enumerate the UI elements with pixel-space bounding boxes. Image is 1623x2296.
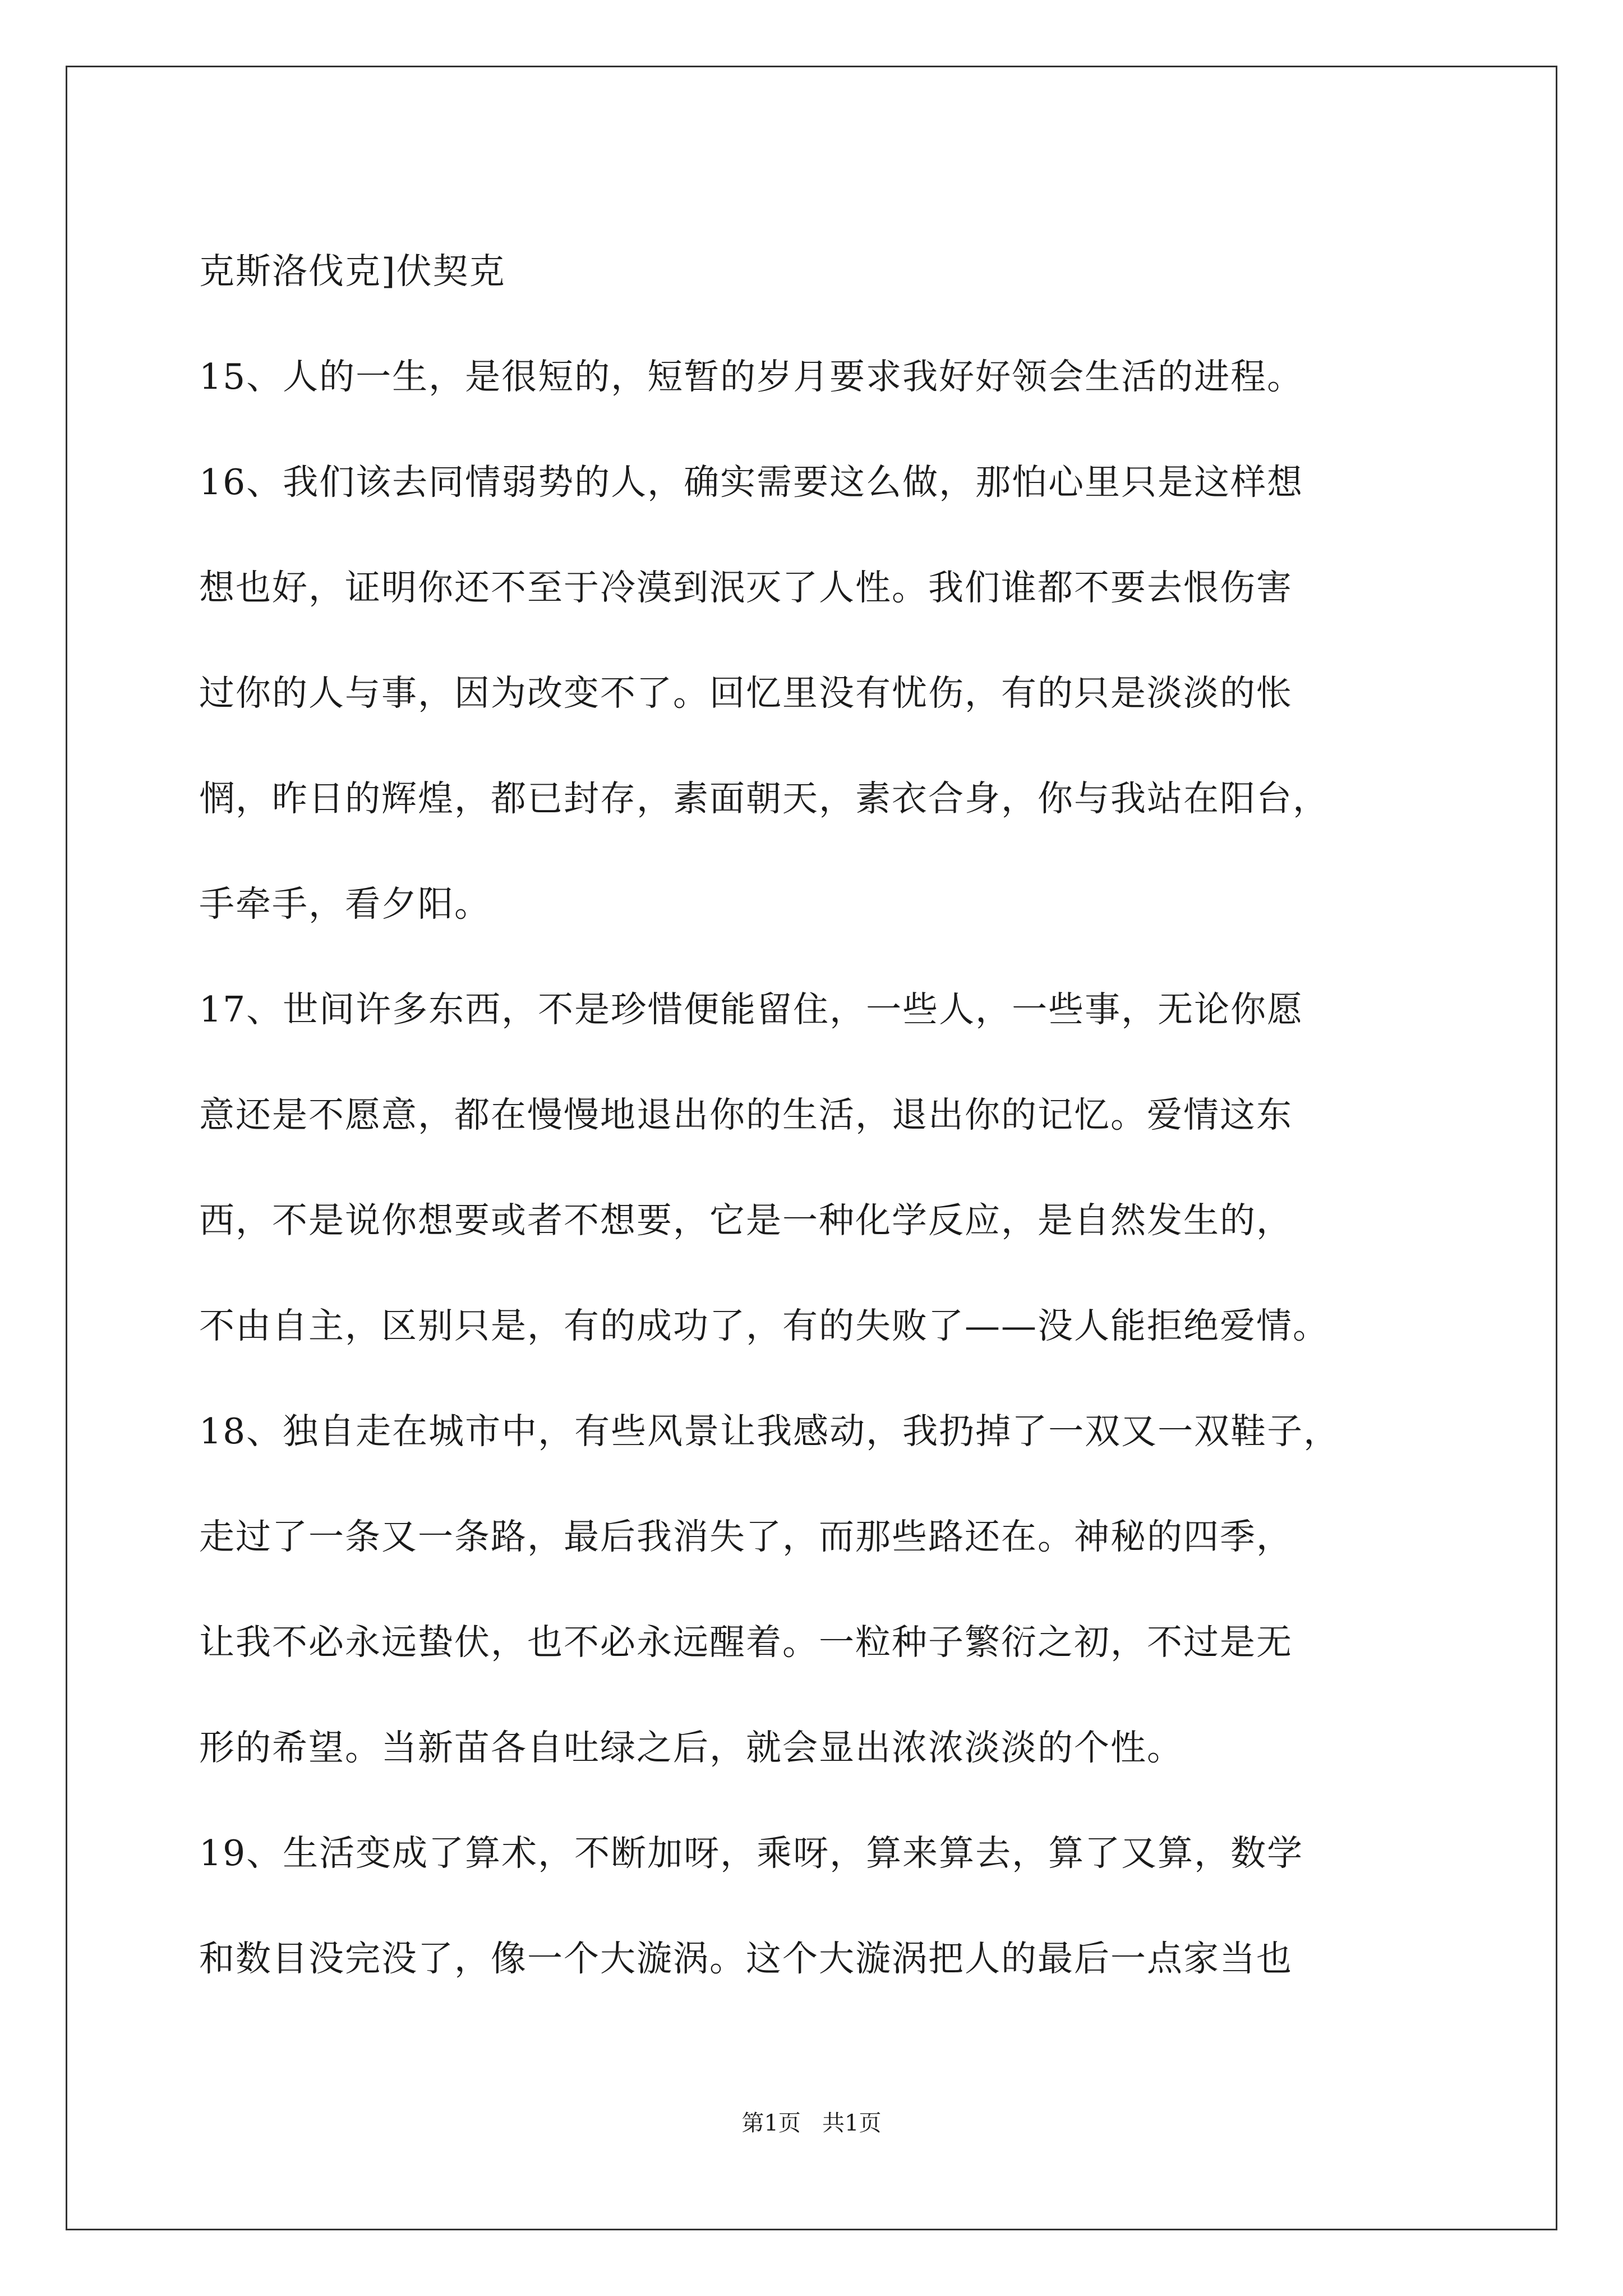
text-line: 不由自主，区别只是，有的成功了，有的失败了——没人能拒绝爱情。	[199, 1305, 1329, 1346]
document-body	[199, 219, 1450, 2012]
text-line: 16、我们该去同情弱势的人，确实需要这么做，那怕心里只是这样想	[199, 462, 1304, 503]
text-line: 走过了一条又一条路，最后我消失了，而那些路还在。神秘的四季，	[199, 1516, 1293, 1557]
text-line: 19、生活变成了算术，不断加呀，乘呀，算来算去，算了又算，数学	[199, 1833, 1304, 1874]
text-line: 15、人的一生，是很短的，短暂的岁月要求我好好领会生活的进程。	[199, 356, 1304, 397]
text-line: 和数目没完没了，像一个大漩涡。这个大漩涡把人的最后一点家当也	[199, 1938, 1293, 1979]
text-line: 想也好，证明你还不至于冷漠到泯灭了人性。我们谁都不要去恨伤害	[199, 567, 1293, 608]
text-line: 克斯洛伐克]伏契克	[199, 251, 506, 292]
text-line: 让我不必永远蛰伏，也不必永远醒着。一粒种子繁衍之初，不过是无	[199, 1622, 1293, 1663]
text-line: 17、世间许多东西，不是珍惜便能留住，一些人，一些事，无论你愿	[199, 989, 1304, 1030]
text-line: 西，不是说你想要或者不想要，它是一种化学反应，是自然发生的，	[199, 1200, 1293, 1241]
text-line: 惘，昨日的辉煌，都已封存，素面朝天，素衣合身，你与我站在阳台，	[199, 778, 1329, 819]
text-line: 过你的人与事，因为改变不了。回忆里没有忧伤，有的只是淡淡的怅	[199, 673, 1293, 714]
text-line: 形的希望。当新苗各自吐绿之后，就会显出浓浓淡淡的个性。	[199, 1727, 1183, 1768]
text-line: 18、独自走在城市中，有些风景让我感动，我扔掉了一双又一双鞋子，	[199, 1411, 1340, 1452]
text-line: 手牵手，看夕阳。	[199, 884, 491, 924]
page-footer: 第1页 共1页	[741, 2110, 882, 2136]
text-line: 意还是不愿意，都在慢慢地退出你的生活，退出你的记忆。爱情这东	[199, 1094, 1293, 1135]
